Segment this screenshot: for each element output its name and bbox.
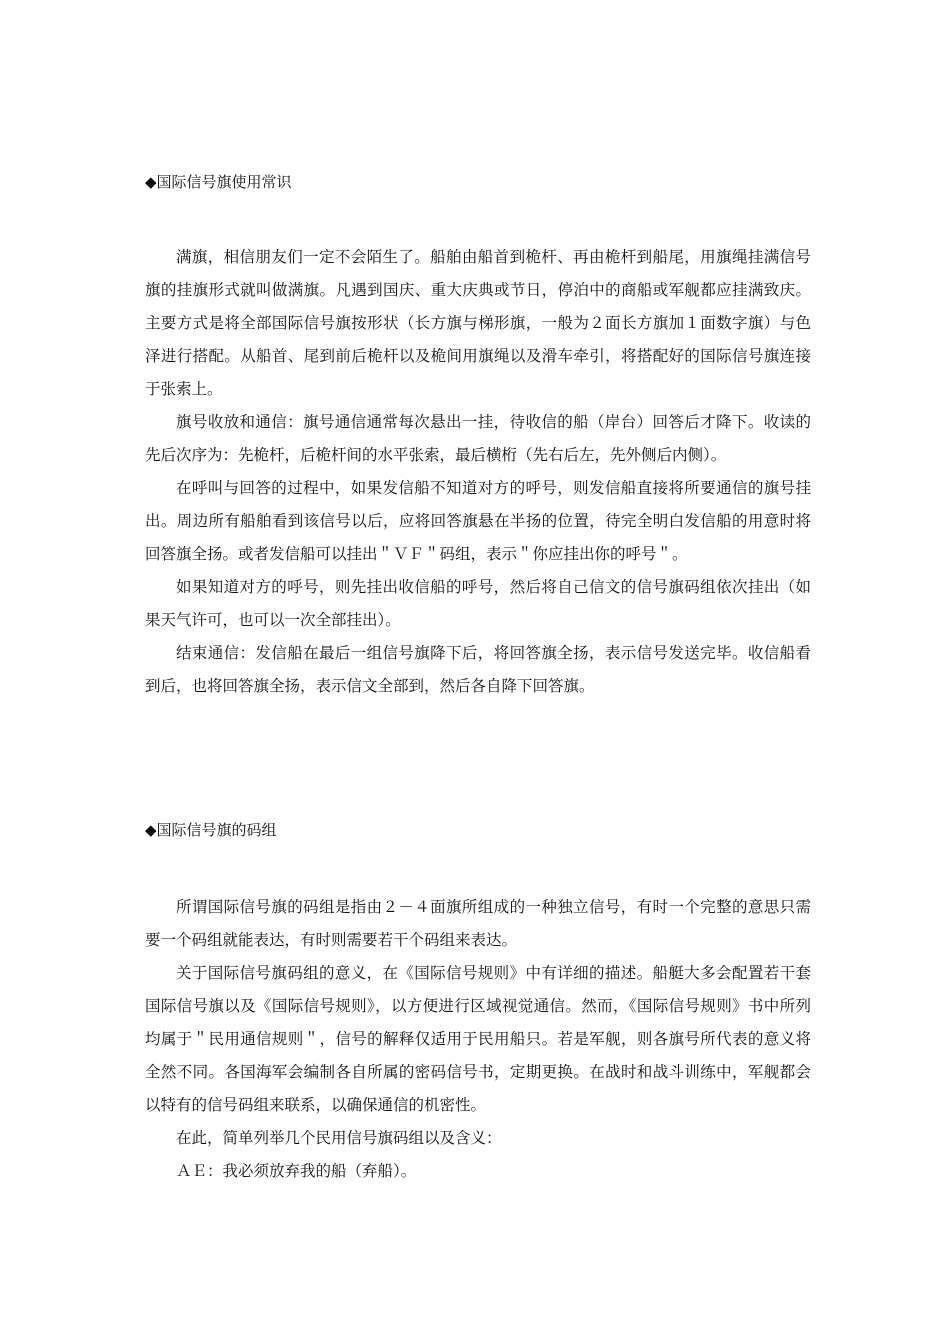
paragraph-code-group-definition: 所谓国际信号旗的码组是指由２－４面旗所组成的一种独立信号，有时一个完整的意思只需要一个码组就能表达，有时则需要若干个码组来表达。 xyxy=(145,898,811,949)
paragraph-signal-code-rules: 关于国际信号旗码组的意义，在《国际信号规则》中有详细的描述。船艇大多会配置若干套国际信号旗以及《国际信号规则》，以方便进行区域视觉通信。然而，《国际信号规则》书中所列均属于＂民用通信规则＂，信号的解释仅适用于民用船只。若是军舰，则各旗号所代表的意义将全然不同。各国海军会编制各自所属的密码信号书，定期更换。在战时和战斗训练中，军舰都会以特有的信号码组来联系，以确保通信的机密性。 xyxy=(145,964,811,1114)
section-body-signal-flag-usage xyxy=(145,241,811,703)
paragraph-ending-communication: 结束通信：发信船在最后一组信号旗降下后，将回答旗全扬，表示信号发送完毕。收信船看到后，也将回答旗全扬，表示信文全部到，然后各自降下回答旗。 xyxy=(145,644,811,695)
paragraph-hoisting-and-lowering: 旗号收放和通信：旗号通信通常每次悬出一挂，待收信的船（岸台）回答后才降下。收读的先后次序为：先桅杆，后桅杆间的水平张索，最后横桁（先右后左，先外侧后内侧）。 xyxy=(145,413,811,464)
section-heading-signal-flag-usage: ◆国际信号旗使用常识 xyxy=(145,173,292,191)
paragraph-calling-and-answering: 在呼叫与回答的过程中，如果发信船不知道对方的呼号，则发信船直接将所要通信的旗号挂出。周边所有船舶看到该信号以后，应将回答旗悬在半扬的位置，待完全明白发信船的用意时将回答旗全扬。或者发信船可以挂出＂ＶＦ＂码组，表示＂你应挂出你的呼号＂。 xyxy=(145,479,811,563)
paragraph-full-dress-flags: 满旗，相信朋友们一定不会陌生了。船舶由船首到桅杆、再由桅杆到船尾，用旗绳挂满信号旗的挂旗形式就叫做满旗。凡遇到国庆、重大庆典或节日，停泊中的商船或军舰都应挂满致庆。主要方式是将全部国际信号旗按形状（长方旗与梯形旗，一般为２面长方旗加１面数字旗）与色泽进行搭配。从船首、尾到前后桅杆以及桅间用旗绳以及滑车牵引，将搭配好的国际信号旗连接于张索上。 xyxy=(145,248,811,398)
section-body-code-groups xyxy=(145,891,811,1188)
paragraph-examples-intro: 在此，简单列举几个民用信号旗码组以及含义： xyxy=(176,1129,502,1147)
paragraph-known-call-sign: 如果知道对方的呼号，则先挂出收信船的呼号，然后将自己信文的信号旗码组依次挂出（如果天气许可，也可以一次全部挂出）。 xyxy=(145,578,811,629)
section-heading-code-groups: ◆国际信号旗的码组 xyxy=(145,821,277,839)
paragraph-code-ae: ＡＥ：我必须放弃我的船（弃船）。 xyxy=(176,1162,417,1180)
